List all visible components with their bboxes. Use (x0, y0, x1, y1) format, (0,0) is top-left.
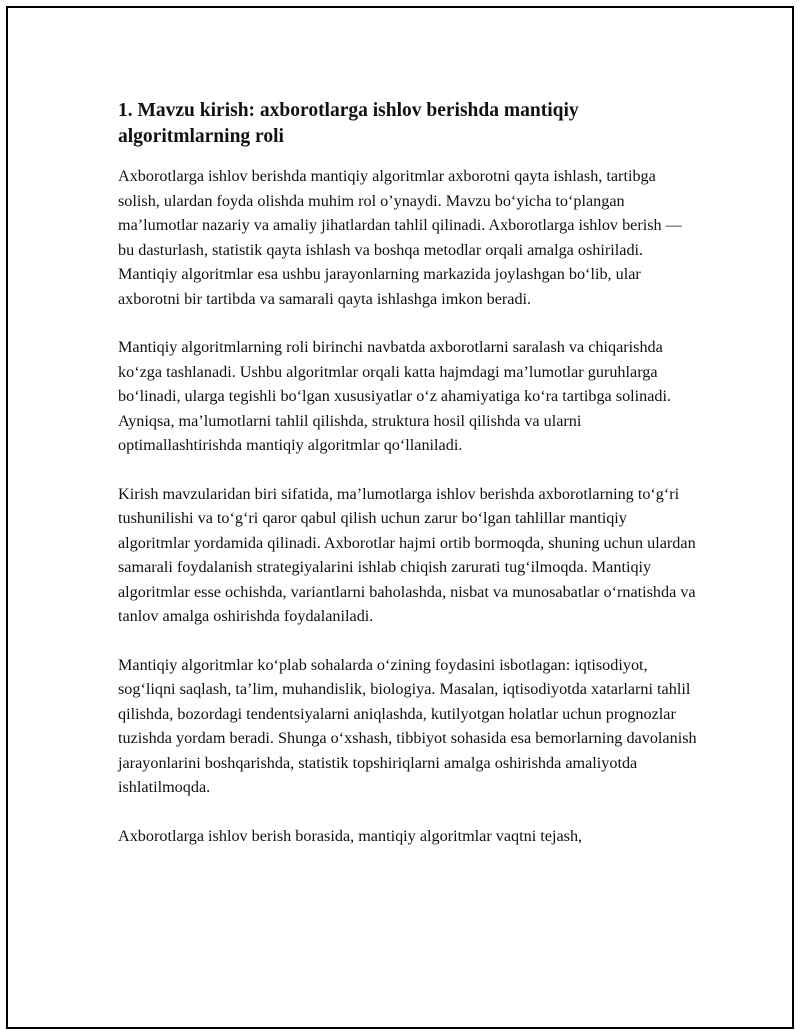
paragraph-2: Mantiqiy algoritmlarning roli birinchi navbatda axborotlarni saralash va chiqarishda ko‘zga tashlanadi. Ushbu algoritmlar orqali katta hajmdagi ma’lumotlar guruhlarga bo‘linadi, ularga tegishli bo‘lgan xususiyatlar o‘z ahamiyatiga ko‘ra tartibga solinadi. Ayniqsa, ma’lumotlarni tahlil qilishda, struktura hosil qilishda va ularni optimallashtirishda mantiqiy algoritmlar qo‘llaniladi. (118, 338, 672, 454)
paragraph-1: Axborotlarga ishlov berishda mantiqiy algoritmlar axborotni qayta ishlash, tartibga solish, ulardan foyda olishda muhim rol o’ynaydi. Mavzu bo‘yicha to‘plangan ma’lumotlar nazariy va amaliy jihatlardan tahlil qilinadi. Axborotlarga ishlov berish — bu dasturlash, statistik qayta ishlash va boshqa metodlar orqali amalga oshiriladi. Mantiqiy algoritmlar esa ushbu jarayonlarning markazida joylashgan bo‘lib, ular axborotni bir tartibda va samarali qayta ishlashga imkon beradi. (118, 167, 682, 308)
section-heading: 1. Mavzu kirish: axborotlarga ishlov berishda mantiqiy algoritmlarning roli (118, 100, 579, 147)
document-page (6, 6, 794, 1029)
paragraph-3: Kirish mavzularidan biri sifatida, ma’lumotlarga ishlov berishda axborotlarning to‘g‘ri tushunilishi va to‘g‘ri qaror qabul qilish uchun zarur bo‘lgan tahlillar mantiqiy algoritmlar yordamida qilinadi. Axborotlar hajmi ortib bormoqda, shuning uchun ulardan samarali foydalanish strategiyalarini ishlab chiqish zarurati tug‘ilmoqda. Mantiqiy algoritmlar esse ochishda, variantlarni baholashda, nisbat va munosabatlar o‘rnatishda va tanlov amalga oshirishda foydalaniladi. (118, 484, 696, 625)
document-content (118, 98, 698, 872)
paragraph-4: Mantiqiy algoritmlar ko‘plab sohalarda o‘zining foydasini isbotlagan: iqtisodiyot, sog‘liqni saqlash, ta’lim, muhandislik, biologiya. Masalan, iqtisodiyotda xatarlarni tahlil qilishda, bozordagi tendentsiyalarni aniqlashda, kutilyotgan holatlar uchun prognozlar tuzishda yordam beradi. Shunga o‘xshash, tibbiyot sohasida esa bemorlarning davolanish jarayonlarini boshqarishda, statistik topshiriqlarni amalga oshirishda amaliyotda ishlatilmoqda. (118, 655, 697, 796)
paragraph-5: Axborotlarga ishlov berish borasida, mantiqiy algoritmlar vaqtni tejash, (118, 826, 583, 845)
